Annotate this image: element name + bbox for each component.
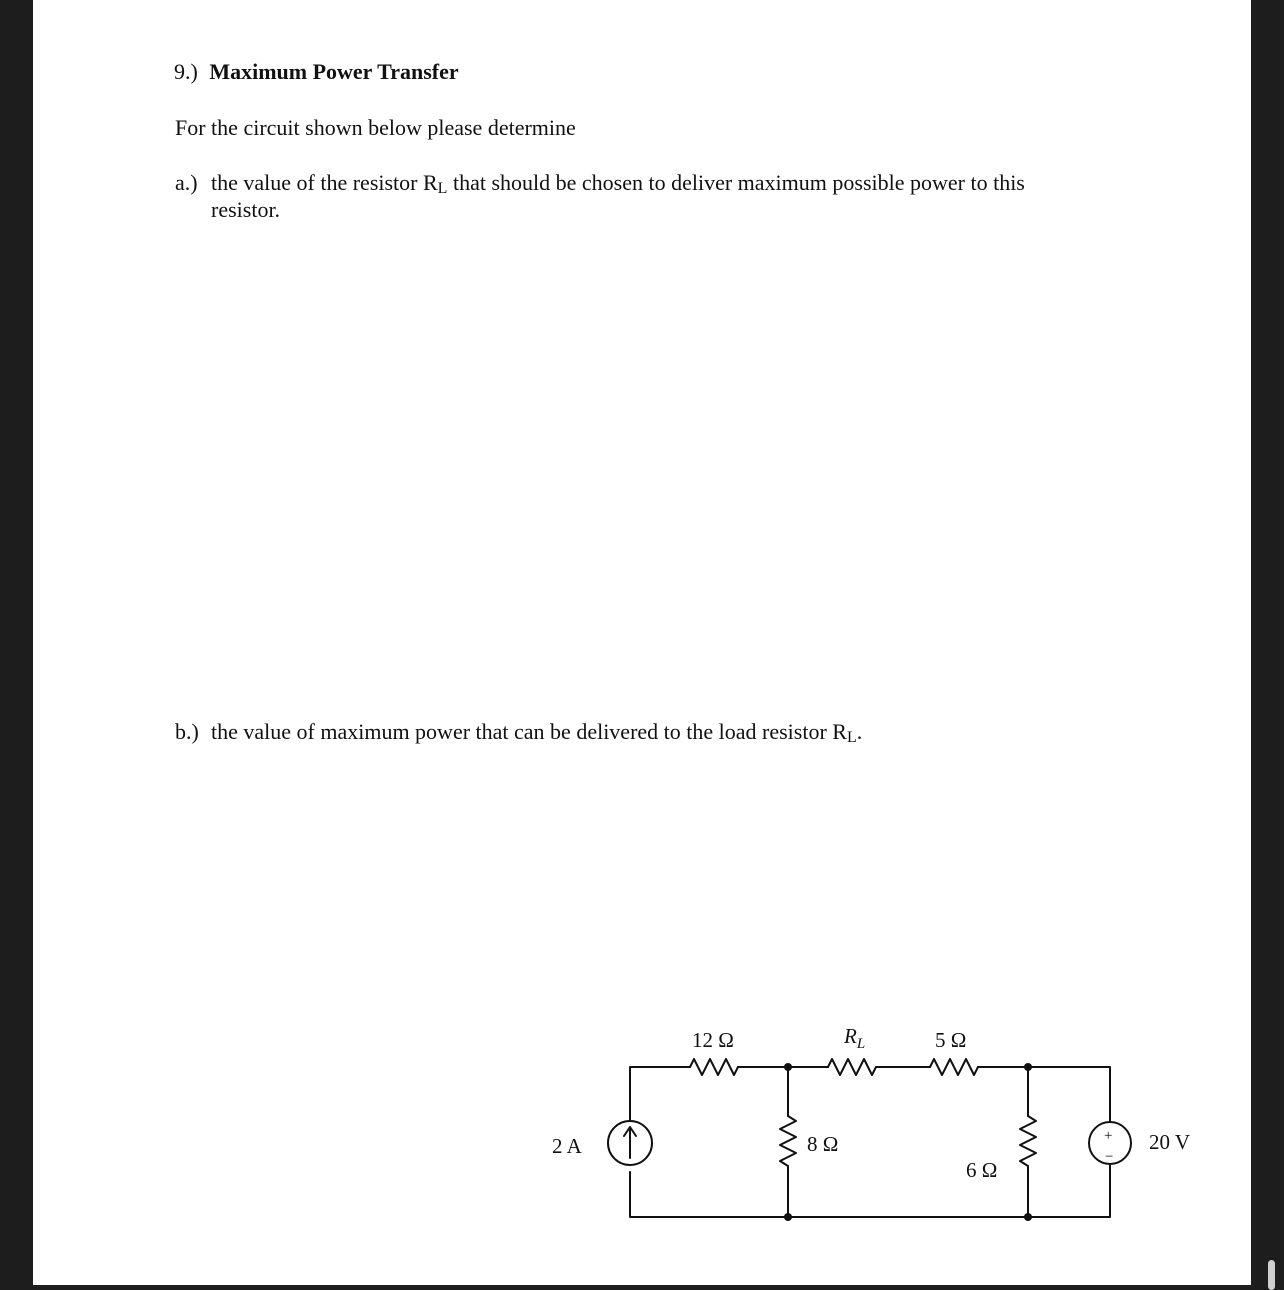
resistor-8-label: 8 Ω — [807, 1132, 839, 1156]
voltage-source-label: 20 V — [1149, 1130, 1191, 1154]
part-a-text-before: the value of the resistor R — [211, 170, 438, 195]
junction-node — [784, 1213, 792, 1221]
resistor-12-symbol — [690, 1059, 738, 1075]
problem-number: 9.) — [174, 59, 198, 84]
junction-node — [1024, 1063, 1032, 1071]
resistor-6-label: 6 Ω — [966, 1158, 998, 1182]
resistor-8-symbol — [780, 1116, 796, 1166]
part-b-label: b.) — [175, 719, 199, 744]
part-a-line1 — [211, 169, 1025, 199]
part-a-line2: resistor. — [211, 197, 281, 222]
part-b-subscript: L — [846, 729, 857, 746]
current-source-label: 2 A — [552, 1134, 582, 1158]
wire-bottom — [630, 1164, 1110, 1217]
resistor-rl-label: $R_L$ — [844, 1024, 866, 1052]
circuit-diagram — [540, 1015, 1220, 1230]
part-a-text-after: that should be chosen to deliver maximum possible power to this — [447, 170, 1025, 195]
part-a-label: a.) — [175, 170, 198, 195]
scrollbar-thumb[interactable] — [1268, 1260, 1275, 1290]
resistor-5-symbol — [930, 1059, 978, 1075]
problem-intro: For the circuit shown below please determine — [175, 115, 576, 140]
voltage-minus-sign: − — [1105, 1149, 1114, 1165]
problem-heading — [174, 58, 459, 85]
resistor-12-label: 12 Ω — [692, 1028, 734, 1052]
resistor-5-label: 5 Ω — [935, 1028, 967, 1052]
voltage-plus-sign: + — [1104, 1128, 1113, 1144]
problem-title: Maximum Power Transfer — [209, 59, 459, 84]
wire-top-right — [978, 1067, 1110, 1122]
part-b-text-after: . — [856, 719, 863, 744]
junction-node — [1024, 1213, 1032, 1221]
part-b-line — [211, 718, 862, 748]
resistor-6-symbol — [1020, 1116, 1036, 1166]
resistor-rl-symbol — [828, 1059, 876, 1075]
junction-node — [784, 1063, 792, 1071]
part-b-text-before: the value of maximum power that can be delivered to the load resistor R — [211, 719, 847, 744]
part-a-subscript: L — [437, 180, 448, 197]
